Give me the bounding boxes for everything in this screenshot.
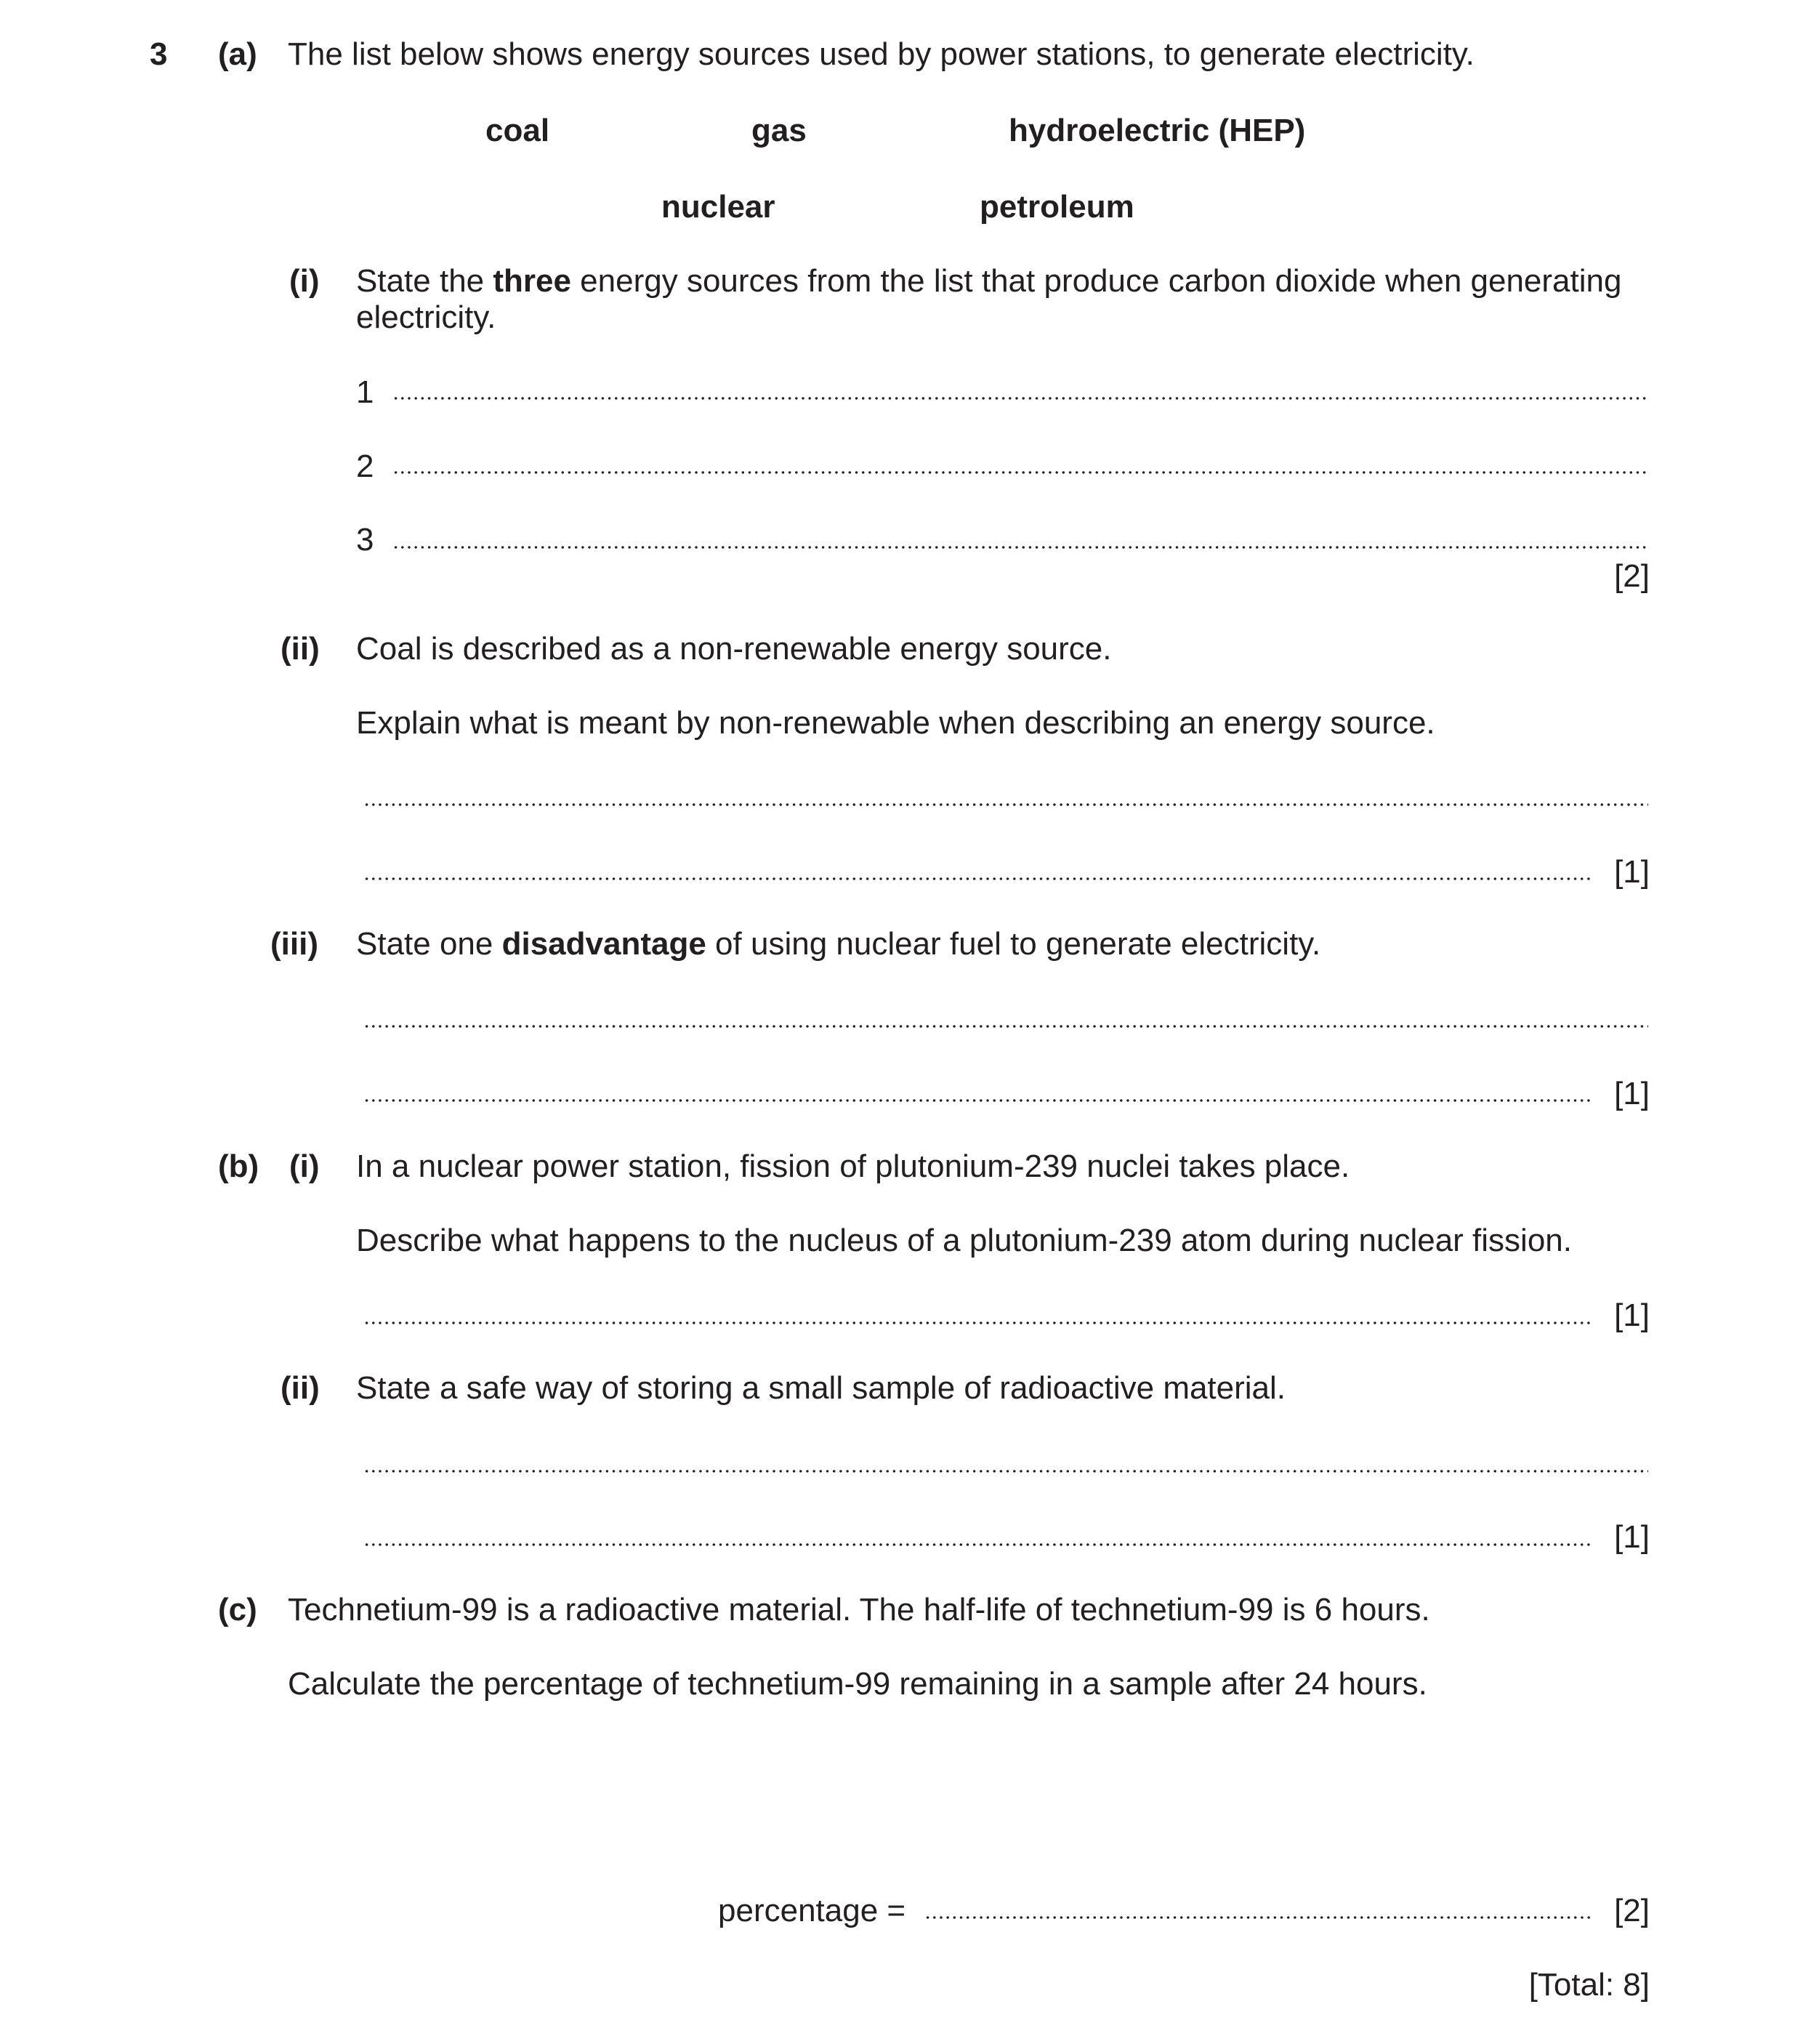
answer-line-a-iii-1[interactable] [363, 1024, 1648, 1029]
part-a-ii-label: (ii) [281, 631, 320, 667]
part-a-intro: The list below shows energy sources used by power stations, to generate electricity. [288, 36, 1475, 72]
answer-line-a-ii-2[interactable] [363, 877, 1592, 881]
part-b-i-label: (i) [289, 1148, 320, 1184]
marks-a-ii: [1] [1614, 854, 1650, 890]
answer-line-number-2: 2 [356, 448, 374, 484]
part-a-ii-statement: Coal is described as a non-renewable energy source. [356, 631, 1112, 667]
part-c-statement: Technetium-99 is a radioactive material. The half-life of technetium-99 is 6 hours. [288, 1592, 1430, 1627]
part-b-i-statement: In a nuclear power station, fission of plutonium-239 nuclei takes place. [356, 1148, 1350, 1184]
percentage-answer-label: percentage = [718, 1893, 906, 1928]
percentage-answer-line[interactable] [924, 1915, 1593, 1920]
source-nuclear: nuclear [661, 189, 775, 225]
answer-line-a-i-1[interactable] [392, 396, 1648, 401]
answer-line-a-i-3[interactable] [392, 545, 1648, 550]
emphasis-disadvantage: disadvantage [501, 926, 706, 962]
emphasis-three: three [493, 263, 571, 299]
part-c-prompt: Calculate the percentage of technetium-99 remaining in a sample after 24 hours. [288, 1666, 1427, 1702]
marks-b-i: [1] [1614, 1297, 1650, 1333]
marks-b-ii: [1] [1614, 1519, 1650, 1555]
answer-line-b-ii-2[interactable] [363, 1542, 1592, 1547]
answer-line-number-3: 3 [356, 522, 374, 558]
question-number: 3 [150, 36, 168, 72]
answer-line-a-iii-2[interactable] [363, 1098, 1592, 1103]
marks-a-i: [2] [1614, 558, 1650, 594]
part-a-iii-question: State one disadvantage of using nuclear fuel to generate electricity. [356, 926, 1321, 962]
total-marks: [Total: 8] [1528, 1967, 1650, 2003]
answer-line-a-i-2[interactable] [392, 470, 1648, 475]
part-a-i-question: State the three energy sources from the list that produce carbon dioxide when generating electricity. [356, 263, 1622, 335]
marks-c: [2] [1614, 1893, 1650, 1928]
answer-line-b-ii-1[interactable] [363, 1469, 1648, 1473]
source-hydroelectric: hydroelectric (HEP) [1009, 113, 1306, 148]
part-a-label: (a) [218, 36, 257, 72]
part-b-ii-label: (ii) [281, 1370, 320, 1406]
part-b-ii-prompt: State a safe way of storing a small sample of radioactive material. [356, 1370, 1286, 1406]
part-c-label: (c) [218, 1592, 257, 1627]
answer-line-a-ii-1[interactable] [363, 802, 1648, 807]
answer-line-b-i-1[interactable] [363, 1321, 1592, 1325]
marks-a-iii: [1] [1614, 1076, 1650, 1111]
source-coal: coal [485, 113, 550, 148]
part-a-iii-label: (iii) [270, 926, 318, 962]
source-petroleum: petroleum [980, 189, 1134, 225]
part-a-ii-prompt: Explain what is meant by non-renewable when describing an energy source. [356, 705, 1435, 741]
answer-line-number-1: 1 [356, 374, 374, 410]
part-b-i-prompt: Describe what happens to the nucleus of a plutonium-239 atom during nuclear fission. [356, 1223, 1572, 1258]
source-gas: gas [751, 113, 807, 148]
part-b-label: (b) [218, 1148, 259, 1184]
part-a-i-label: (i) [289, 263, 320, 299]
